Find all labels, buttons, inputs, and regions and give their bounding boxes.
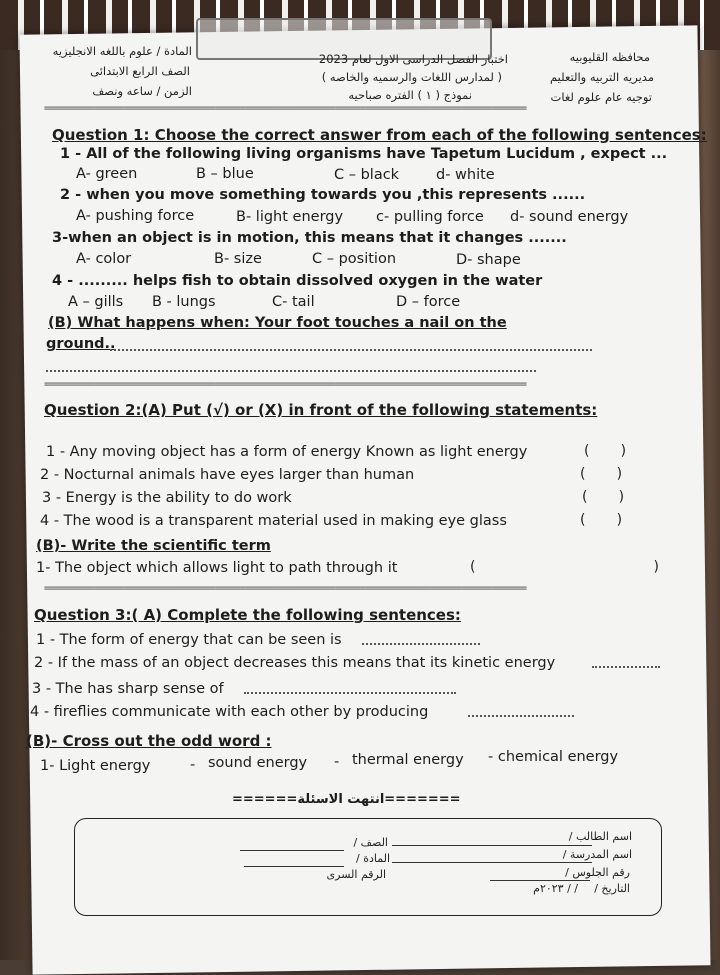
student-name-line[interactable] [392, 845, 592, 846]
q1-item2-stem: 2 - when you move something towards you ,this represents ...... [60, 187, 586, 203]
subject-line[interactable] [244, 866, 344, 867]
end-of-questions: =======انتهت الاسئلة====== [232, 792, 461, 807]
q3-blank-2[interactable] [592, 666, 660, 668]
header-governorate: محافظه القليوبيه [569, 50, 650, 64]
q1-item2-option-b: B- light energy [236, 209, 344, 225]
q3-sentence-3: 3 - The has sharp sense of [32, 681, 224, 697]
q1-item1-option-d: d- white [436, 167, 495, 183]
q3-blank-1[interactable] [362, 643, 480, 645]
header-grade: الصف الرابع الابتدائى [90, 64, 190, 78]
q3-sentence-4: 4 - fireflies communicate with each other by producing [30, 704, 429, 720]
q2-answer-box-4[interactable]: ( ) [580, 512, 623, 528]
school-name-line[interactable] [392, 862, 592, 863]
header-subject: المادة / علوم باللغه الانجليزيه [52, 44, 192, 58]
q1-item4-option-c: C- tail [272, 294, 315, 310]
q1-answer-line-1 [110, 349, 592, 351]
q1-item2-option-d: d- sound energy [510, 209, 629, 225]
class-line[interactable] [240, 850, 344, 851]
q2-statement-1: 1 - Any moving object has a form of energy Known as light energy [46, 444, 528, 460]
q1-partb-title-cont: ground.. [46, 336, 116, 352]
separator-line: ================================================================================================ [44, 380, 526, 390]
header-schools: ( لمدارس اللغات والرسميه والخاصه ) [321, 70, 502, 84]
q1-item3-option-a: A- color [76, 251, 132, 267]
q2-term-answer-box[interactable]: ( ) [470, 559, 659, 575]
q1-item4-option-d: D – force [396, 294, 461, 310]
q3-sentence-1: 1 - The form of energy that can be seen is [36, 632, 342, 648]
label-class: الصف / [353, 836, 388, 849]
q1-item4-option-b: B - lungs [152, 294, 216, 310]
q2-partb-title: (B)- Write the scientific term [36, 538, 271, 554]
q1-title: Question 1: Choose the correct answer from each of the following sentences: [52, 126, 707, 144]
q3-odd-word-4[interactable]: - chemical energy [488, 749, 619, 765]
q2-statement-3: 3 - Energy is the ability to do work [42, 490, 292, 506]
q3-odd-word-3[interactable]: thermal energy [352, 752, 464, 768]
q3-odd-word-1[interactable]: 1- Light energy [40, 758, 151, 774]
q3-title: Question 3:( A) Complete the following sentences: [34, 606, 461, 624]
q3-blank-4[interactable] [468, 715, 574, 717]
q3-odd-separator: - [190, 757, 196, 773]
q1-item3-stem: 3-when an object is in motion, this means that it changes ....... [52, 230, 567, 246]
q1-item1-option-a: A- green [76, 166, 138, 182]
header-model: نموذج ( ١ ) الفتره صباحيه [348, 88, 472, 102]
header-directorate: مديريه التربيه والتعليم [550, 70, 654, 84]
date-value: / / ٢٠٢٣م [533, 882, 578, 895]
q1-answer-line-2 [46, 370, 536, 372]
q2-answer-box-1[interactable]: ( ) [584, 443, 627, 459]
q1-item2-option-c: c- pulling force [376, 209, 484, 225]
q3-blank-3[interactable] [244, 692, 456, 694]
q1-item3-option-d: D- shape [456, 252, 521, 268]
label-date: التاريخ / [594, 882, 630, 895]
q2-answer-box-3[interactable]: ( ) [582, 489, 625, 505]
label-student-name: اسم الطالب / [568, 830, 632, 843]
separator-line: ================================================================================================ [44, 104, 526, 114]
q1-item1-option-b: B – blue [196, 166, 254, 182]
label-subject: المادة / [356, 852, 390, 865]
q1-item3-option-b: B- size [214, 251, 262, 267]
q1-item4-stem: 4 - ......... helps fish to obtain dissolved oxygen in the water [52, 273, 543, 289]
q2-statement-4: 4 - The wood is a transparent material used in making eye glass [40, 513, 507, 529]
q2-title: Question 2:(A) Put (√) or (X) in front of the following statements: [44, 401, 598, 419]
label-secret-number: الرقم السرى [326, 868, 386, 881]
q3-odd-separator: - [334, 754, 340, 770]
seat-number-line[interactable] [490, 880, 590, 881]
header-supervision: توجيه عام علوم لغات [550, 90, 652, 104]
q1-item4-option-a: A – gills [68, 294, 124, 310]
q1-item1-stem: 1 - All of the following living organisms have Tapetum Lucidum , expect ... [60, 146, 668, 162]
header-time: الزمن / ساعه ونصف [92, 84, 192, 98]
label-school-name: اسم المدرسة / [562, 848, 632, 861]
q2-statement-2: 2 - Nocturnal animals have eyes larger than human [40, 467, 415, 483]
q3-partb-title: (B)- Cross out the odd word : [26, 732, 272, 750]
q1-item1-option-c: C – black [334, 167, 400, 183]
label-seat-number: رقم الجلوس / [565, 866, 630, 879]
q3-sentence-2: 2 - If the mass of an object decreases this means that its kinetic energy [34, 655, 556, 671]
q1-item3-option-c: C – position [312, 251, 397, 267]
q1-item2-option-a: A- pushing force [76, 208, 195, 224]
q1-partb-title: (B) What happens when: Your foot touches a nail on the [48, 315, 507, 331]
separator-line: ================================================================================================ [44, 584, 526, 594]
q3-odd-word-2[interactable]: sound energy [208, 755, 308, 771]
q2-answer-box-2[interactable]: ( ) [580, 466, 623, 482]
header-exam-title: اختبار الفصل الدراسى الاول لعام 2023 [318, 52, 508, 66]
q2-term-1: 1- The object which allows light to path through it [36, 560, 398, 576]
